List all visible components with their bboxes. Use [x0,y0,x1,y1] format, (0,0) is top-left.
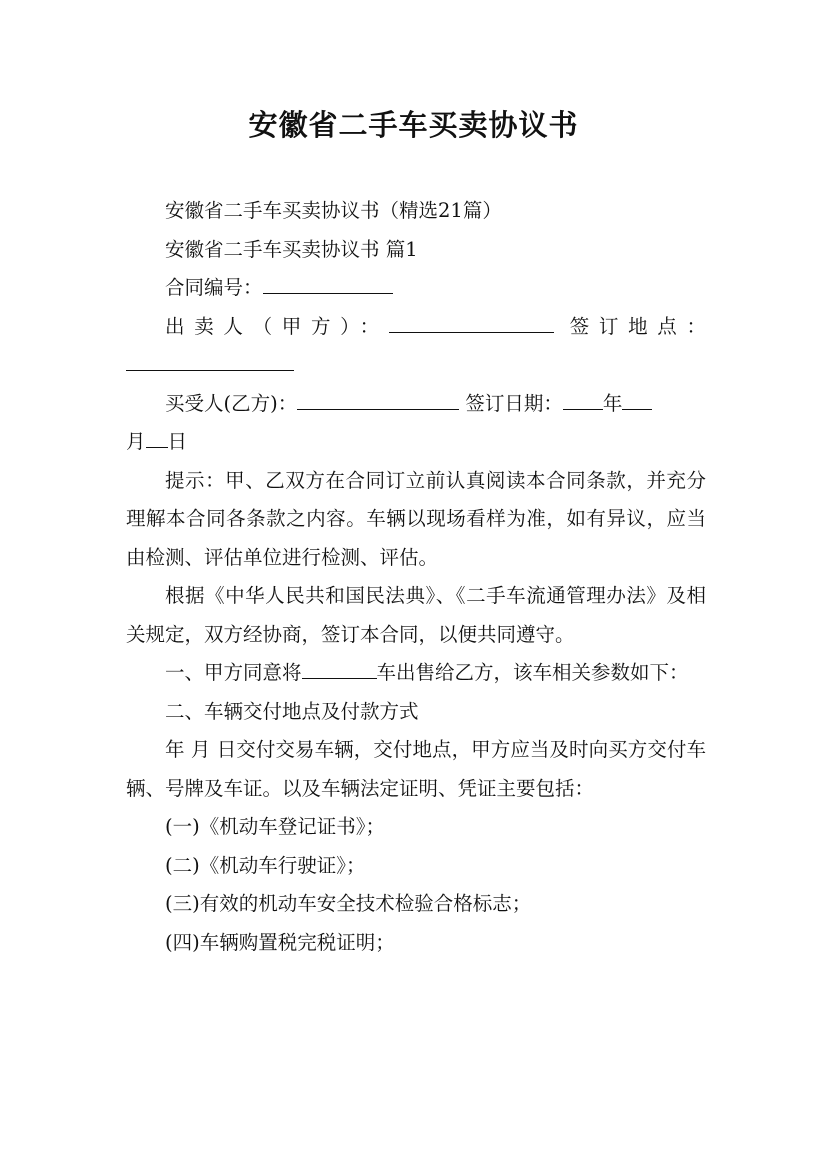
vehicle-blank [302,658,377,679]
document-body [126,192,706,962]
sign-place-line [126,346,706,385]
basis-paragraph: 根据《中华人民共和国民法典》、《二手车流通管理办法》及相关规定，双方经协商，签订本合同，以便共同遵守。 [126,584,706,646]
clause1-text-b: 车出售给乙方，该车相关参数如下： [376,661,689,684]
sign-date-label: 签订日期： [459,391,563,415]
day-text: 日 [167,430,188,453]
seller-blank [389,311,554,332]
clause1-text-a: 一、甲方同意将 [165,661,302,684]
contract-number-label: 合同编号： [165,276,263,299]
clause2-heading: 二、车辆交付地点及付款方式 [165,699,419,723]
list-item-1: (一)《机动车登记证书》； [165,815,385,838]
sign-place-blank [126,350,294,371]
tip-paragraph: 提示：甲、乙双方在合同订立前认真阅读本合同条款，并充分理解本合同各条款之内容。车辆以现场看样为准，如有异议，应当由检测、评估单位进行检测、评估。 [126,468,706,569]
sign-place-label: 签订地点： [553,314,706,338]
year-blank [563,388,603,409]
list-item-4: (四)车辆购置税完税证明； [165,930,395,954]
clause1-paragraph [126,654,706,693]
list-item-3: (三)有效的机动车安全技术检验合格标志； [165,892,532,915]
buyer-line [126,385,706,424]
buyer-label: 买受人(乙方)： [165,391,298,415]
document-title: 安徽省二手车买卖协议书 [248,108,579,142]
contract-number-line [126,269,706,308]
seller-line [126,308,706,347]
month-text: 月 [126,430,146,453]
year-text: 年 [602,391,623,415]
day-blank [146,427,168,448]
buyer-blank [297,388,459,409]
month-blank [622,388,652,409]
list-item-2: (二)《机动车行驶证》； [165,853,366,877]
contract-number-blank [263,273,393,294]
sign-date-line [126,423,706,462]
clause2-paragraph: 年 月 日交付交易车辆，交付地点，甲方应当及时向买方交付车辆、号牌及车证。以及车辆法定证明、凭证主要包括： [126,738,706,800]
seller-label: 出卖人（甲方）： [165,314,389,338]
section-heading: 安徽省二手车买卖协议书 篇1 [165,237,418,261]
subtitle-line: 安徽省二手车买卖协议书（精选21篇） [165,199,502,222]
